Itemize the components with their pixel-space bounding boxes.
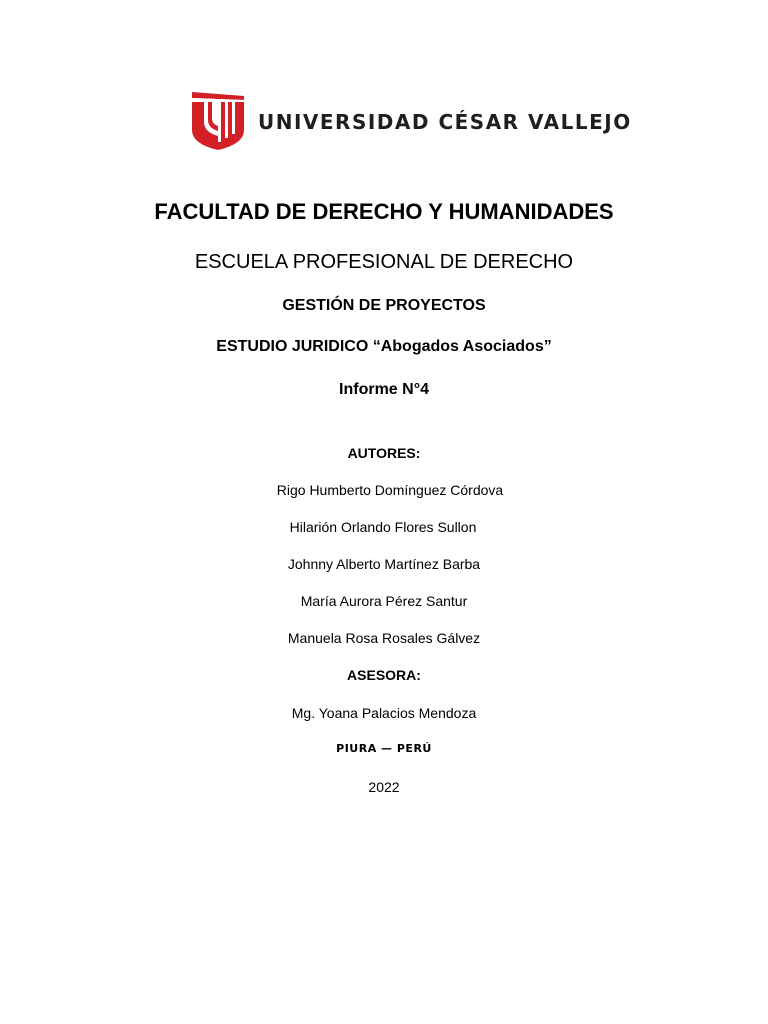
report-number: Informe N°4 <box>339 381 429 398</box>
authors-label: AUTORES: <box>347 445 421 461</box>
university-name: UNIVERSIDAD CÉSAR VALLEJO <box>258 110 632 134</box>
university-logo <box>190 92 632 152</box>
city-country: PIURA — PERÚ <box>336 742 432 755</box>
author-name: Johnny Alberto Martínez Barba <box>287 556 481 572</box>
author-name: Manuela Rosa Rosales Gálvez <box>287 630 481 646</box>
advisor-label: ASESORA: <box>347 667 421 683</box>
school-title: ESCUELA PROFESIONAL DE DERECHO <box>194 251 574 273</box>
author-name: Hilarión Orlando Flores Sullon <box>289 519 477 535</box>
university-emblem-icon <box>190 92 246 152</box>
author-name: María Aurora Pérez Santur <box>300 593 468 609</box>
course-title: GESTIÓN DE PROYECTOS <box>282 297 486 314</box>
year: 2022 <box>368 779 400 795</box>
advisor-name: Mg. Yoana Palacios Mendoza <box>291 705 477 721</box>
author-name: Rigo Humberto Domínguez Córdova <box>276 482 504 498</box>
faculty-title: FACULTAD DE DERECHO Y HUMANIDADES <box>154 199 614 224</box>
project-title: ESTUDIO JURIDICO “Abogados Asociados” <box>216 338 552 355</box>
